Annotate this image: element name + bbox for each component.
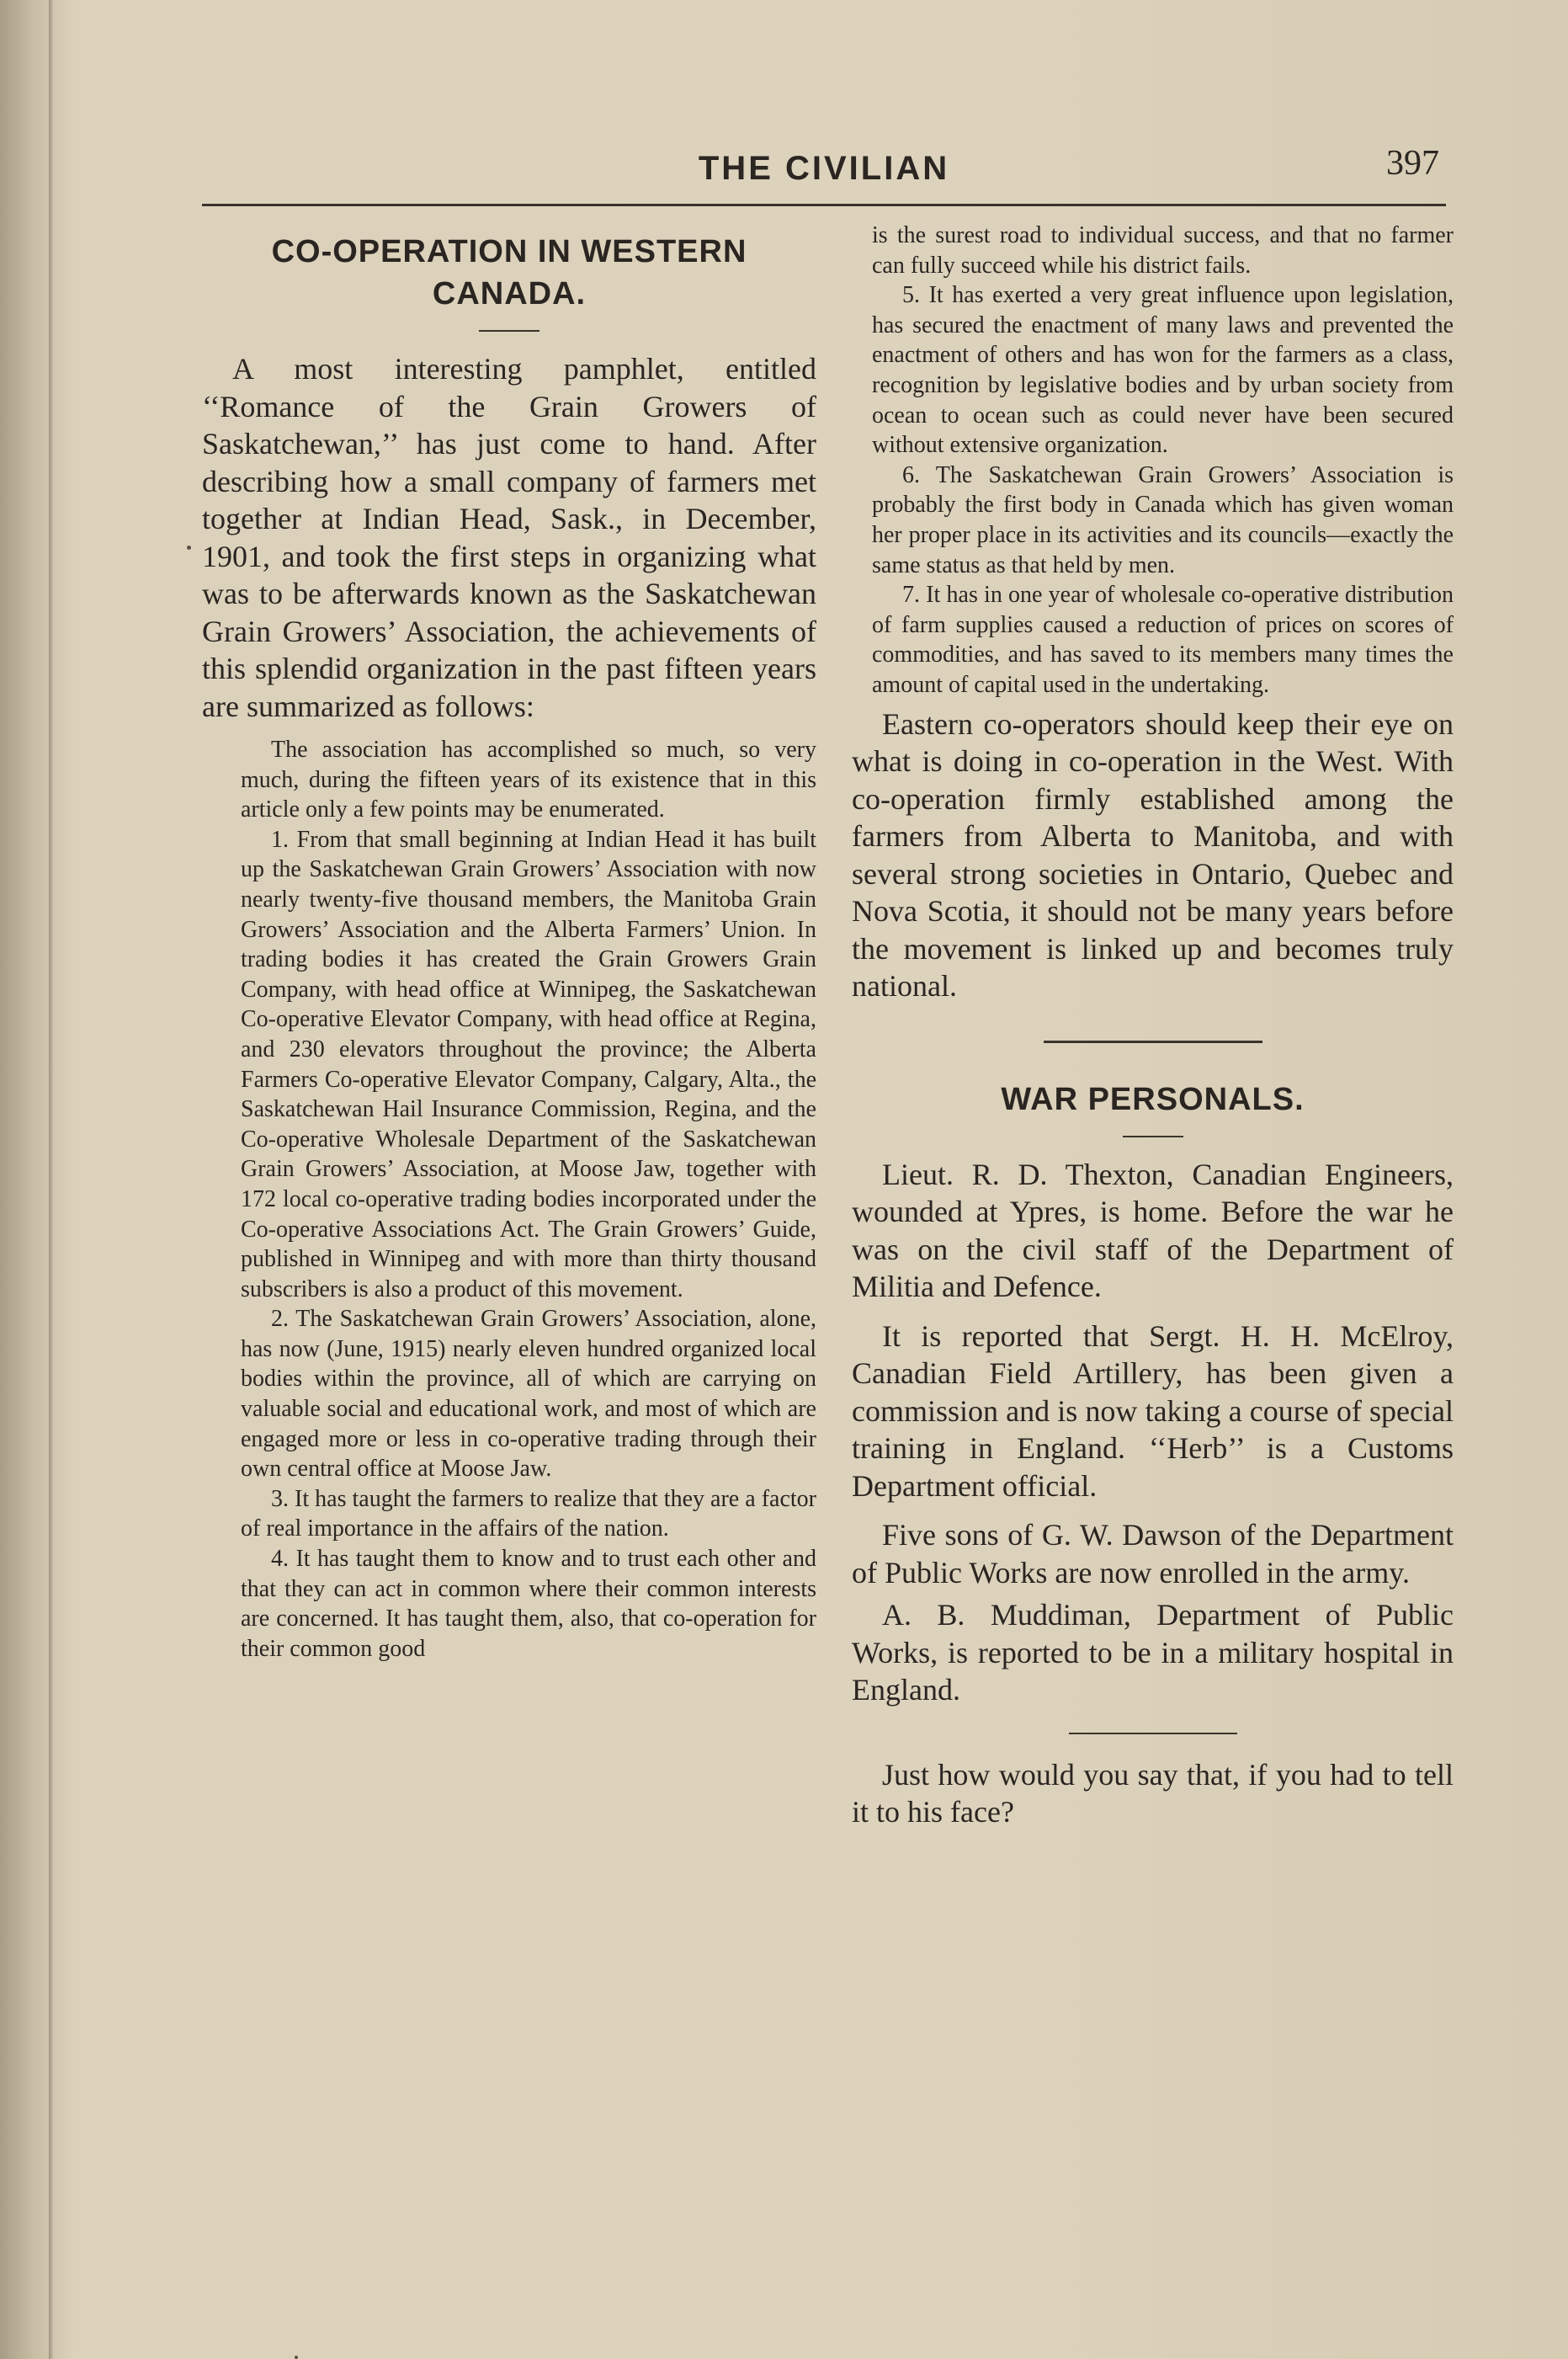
point-2: 2. The Saskatchewan Grain Growers’ Association, alone, has now (June, 1915) nearly eleven hundred organized local bodies within the province, all of which are carrying on valuable social and educational work, and most of which are engaged more or less in co-operative trading through their own central office at Moose Jaw. bbox=[241, 1306, 816, 1483]
right-column bbox=[852, 221, 1454, 1831]
filler-divider bbox=[1069, 1733, 1237, 1734]
war-personals-title: WAR PERSONALS. bbox=[1001, 1081, 1305, 1117]
publication-title: THE CIVILIAN bbox=[698, 150, 950, 187]
point-4-end: is the surest road to individual success, and that no farmer can fully succeed while his district fails. bbox=[872, 222, 1454, 279]
point-6: 6. The Saskatchewan Grain Growers’ Association is probably the first body in Canada which has given woman her proper place in its activities and its councils—exactly the same status as that held by men. bbox=[872, 461, 1454, 578]
point-4-start: 4. It has taught them to know and to trust each other and that they can act in common where their common interests are concerned. It has taught them, also, that co-operation for their common good bbox=[241, 1546, 816, 1662]
quote-lead: The association has accomplished so much, so very much, during the fifteen years of its existence that in this article only a few points may be enumerated. bbox=[241, 737, 816, 823]
personal-item: Lieut. R. D. Thexton, Canadian Engineers, wounded at Ypres, is home. Before the war he was on the civil staff of the Department of Militia and Defence. bbox=[852, 1157, 1454, 1303]
left-column bbox=[202, 221, 816, 1664]
filler-text: Just how would you say that, if you had to tell it to his face? bbox=[852, 1757, 1454, 1829]
section-divider bbox=[1044, 1041, 1262, 1043]
article-title: CO-OPERATION IN WESTERN CANADA. bbox=[271, 234, 747, 312]
personal-item: A. B. Muddiman, Department of Public Works, is reported to be in a military hospital in England. bbox=[852, 1598, 1454, 1707]
article-closing: Eastern co-operators should keep their eye on what is doing in co-operation in the West. With co-operation firmly established among the farmers from Alberta to Manitoba, and with several strong societies in Ontario, Quebec and Nova Scotia, it should not be many years before the movement is linked up and becomes truly national. bbox=[852, 706, 1454, 1003]
point-1: 1. From that small beginning at Indian Head it has built up the Saskatchewan Grain Growers’ Association with now nearly twenty-five thousand members, the Manitoba Grain Growers’ Association and the Alberta Farmers’ Union. In trading bodies it has created the Grain Growers Grain Company, with head office at Winnipeg, the Saskatchewan Co-operative Elevator Company, with head office at Regina, and 230 elevators throughout the province; the Alberta Farmers Co-operative Elevator Company, Calgary, Alta., the Saskatchewan Hail Insurance Commission, Regina, and the Co-operative Wholesale Department of the Saskatchewan Grain Growers’ Association, at Moose Jaw, together with 172 local co-operative trading bodies incorporated under the Co-operative Associations Act. The Grain Growers’ Guide, published in Winnipeg and with more than thirty thousand subscribers is also a product of this movement. bbox=[241, 826, 816, 1302]
print-speck bbox=[295, 2356, 298, 2359]
page-header bbox=[202, 141, 1446, 200]
point-7: 7. It has in one year of wholesale co-operative distribution of farm supplies caused a reduction of prices on scores of commodities, and has saved to its members many times the amount of capital used in the undertaking. bbox=[872, 582, 1454, 698]
quoted-summary bbox=[202, 725, 816, 1664]
personal-item: It is reported that Sergt. H. H. McElroy, Canadian Field Artillery, has been given a commission and is now taking a course of special training in England. ‘‘Herb’’ is a Customs Department official. bbox=[852, 1318, 1454, 1503]
title-divider bbox=[479, 330, 539, 332]
header-rule bbox=[202, 204, 1446, 206]
article-intro: A most interesting pamphlet, entitled ‘‘Romance of the Grain Growers of Saskatchewan,’’ has just come to hand. After describing how a small company of farmers met together at Indian Head, Sask., in December, 1901, and took the first steps in organizing what was to be afterwards known as the Saskatchewan Grain Growers’ Association, the achievements of this splendid organization in the past fifteen years are summarized as follows: bbox=[202, 352, 816, 723]
print-speck bbox=[187, 546, 191, 550]
personal-item: Five sons of G. W. Dawson of the Department of Public Works are now enrolled in the army. bbox=[852, 1518, 1454, 1590]
point-3: 3. It has taught the farmers to realize that they are a factor of real importance in the affairs of the nation. bbox=[241, 1485, 816, 1542]
binding-shadow bbox=[49, 0, 54, 2359]
page-number: 397 bbox=[1386, 144, 1439, 183]
point-5: 5. It has exerted a very great influence upon legislation, has secured the enactment of many laws and prevented the enactment of others and has won for the farmers as a class, recognition by legislative bodies and by urban society from ocean to ocean such as could never have been secured without extensive organization. bbox=[872, 282, 1454, 459]
title-divider bbox=[1123, 1136, 1183, 1137]
